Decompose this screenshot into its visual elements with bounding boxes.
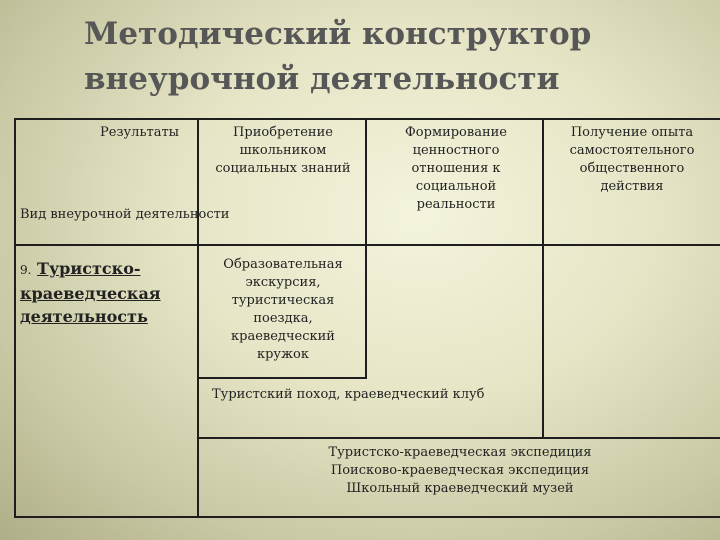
column-header-value-attitude: Формирование ценностного отношения к социальной реальности <box>405 125 507 212</box>
level2-bottom-line <box>197 437 720 439</box>
level1-forms: Образовательная экскурсия, туристическая поездка, краеведческий кружок <box>223 257 343 362</box>
level3-item: Поисково-краеведческая экспедиция <box>330 463 590 478</box>
activity-number: 9. <box>20 263 32 277</box>
table-top-border <box>14 118 720 120</box>
level3-item: Туристско-краеведческая экспедиция <box>328 445 592 460</box>
level1-bottom-line <box>197 377 367 379</box>
column-header-social-action: Получение опыта самостоятельного общественного действия <box>569 125 695 194</box>
header-row-divider <box>14 244 720 246</box>
activity-type-label <box>20 205 229 225</box>
table-bottom-border <box>14 516 720 518</box>
level3-item: Школьный краеведческий музей <box>346 481 574 496</box>
column-divider-3 <box>542 118 544 438</box>
slide-title: Методический конструктор внеурочной деятельности <box>84 16 592 97</box>
table-left-border <box>14 118 16 518</box>
column-header-social-knowledge: Приобретение школьником социальных знаний <box>215 125 351 176</box>
activity-label: Туристско-краеведческая деятельность <box>20 259 161 326</box>
activity-type-text: Вид внеурочной деятельности <box>20 207 230 222</box>
activity-name <box>20 257 198 328</box>
results-label: Результаты <box>100 125 179 140</box>
level3-forms <box>300 444 620 498</box>
level2-forms: Туристский поход, краеведческий клуб <box>212 387 485 402</box>
column-divider-2 <box>365 118 367 378</box>
